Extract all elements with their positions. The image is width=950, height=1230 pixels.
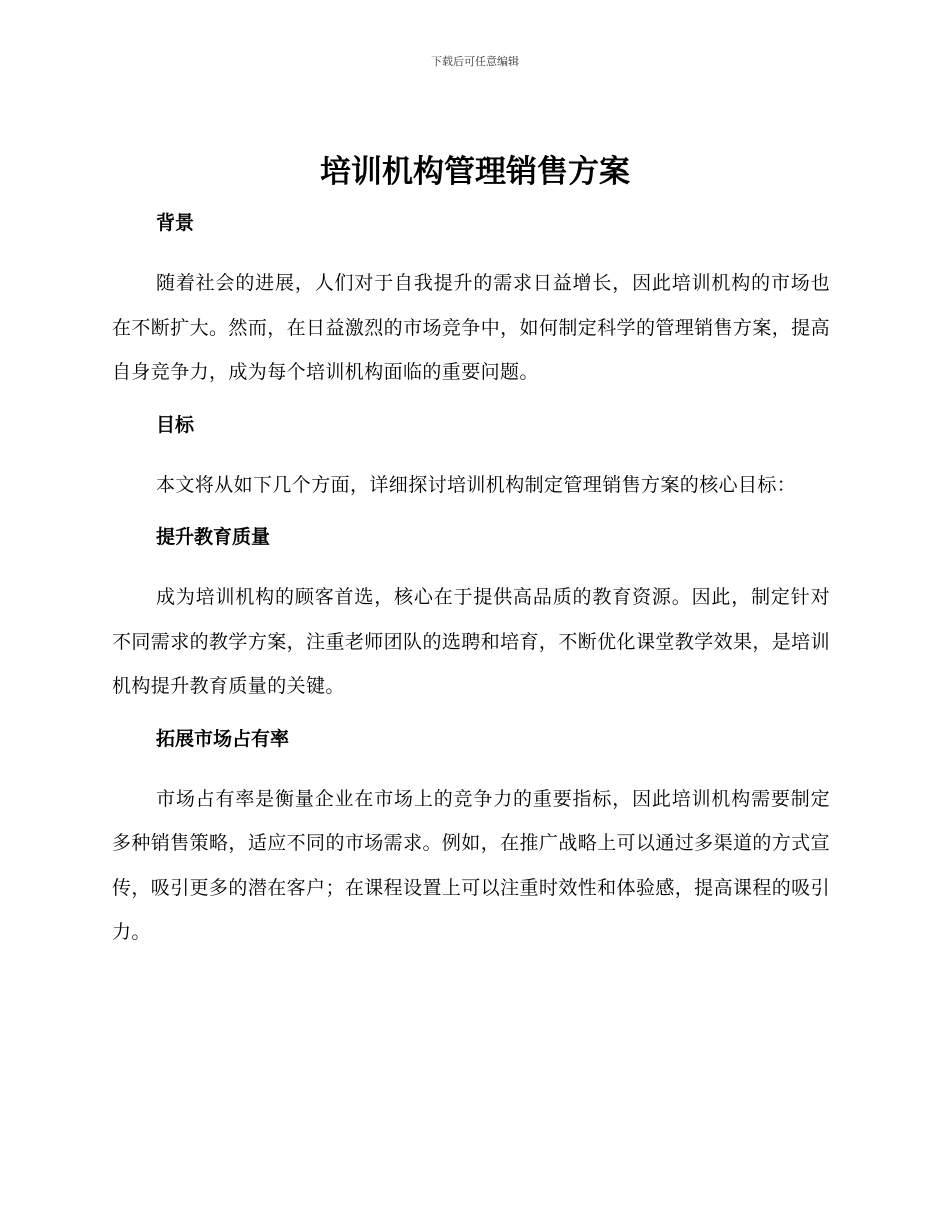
section-heading: 目标 [156, 413, 195, 436]
section-heading: 提升教育质量 [156, 526, 271, 548]
section-market-share [112, 721, 830, 955]
section-paragraph: 成为培训机构的顾客首选，核心在于提供高品质的教育资源。因此，制定针对不同需求的教学方案，注重老师团队的选聘和培育，不断优化课堂教学效果，是培训机构提升教育质量的关键。 [112, 586, 830, 697]
section-paragraph: 市场占有率是衡量企业在市场上的竞争力的重要指标，因此培训机构需要制定多种销售策略，适应不同的市场需求。例如，在推广战略上可以通过多渠道的方式宣传，吸引更多的潜在客户；在课程设置上可以注重时效性和体验感，提高课程的吸引力。 [112, 787, 830, 943]
document-body [112, 205, 830, 955]
section-heading: 背景 [156, 212, 195, 234]
document-title: 培训机构管理销售方案 [320, 154, 630, 190]
section-background [112, 205, 830, 407]
section-heading: 拓展市场占有率 [156, 727, 290, 750]
section-paragraph: 本文将从如下几个方面，详细探讨培训机构制定管理销售方案的核心目标： [156, 473, 797, 496]
section-goals [112, 407, 830, 520]
section-paragraph: 随着社会的进展，人们对于自我提升的需求日益增长，因此培训机构的市场也在不断扩大。然而，在日益激烈的市场竞争中，如何制定科学的管理销售方案，提高自身竞争力，成为每个培训机构面临的重要问题。 [112, 272, 830, 383]
section-education-quality [112, 519, 830, 721]
page-header-note: 下载后可任意编辑 [431, 55, 519, 68]
